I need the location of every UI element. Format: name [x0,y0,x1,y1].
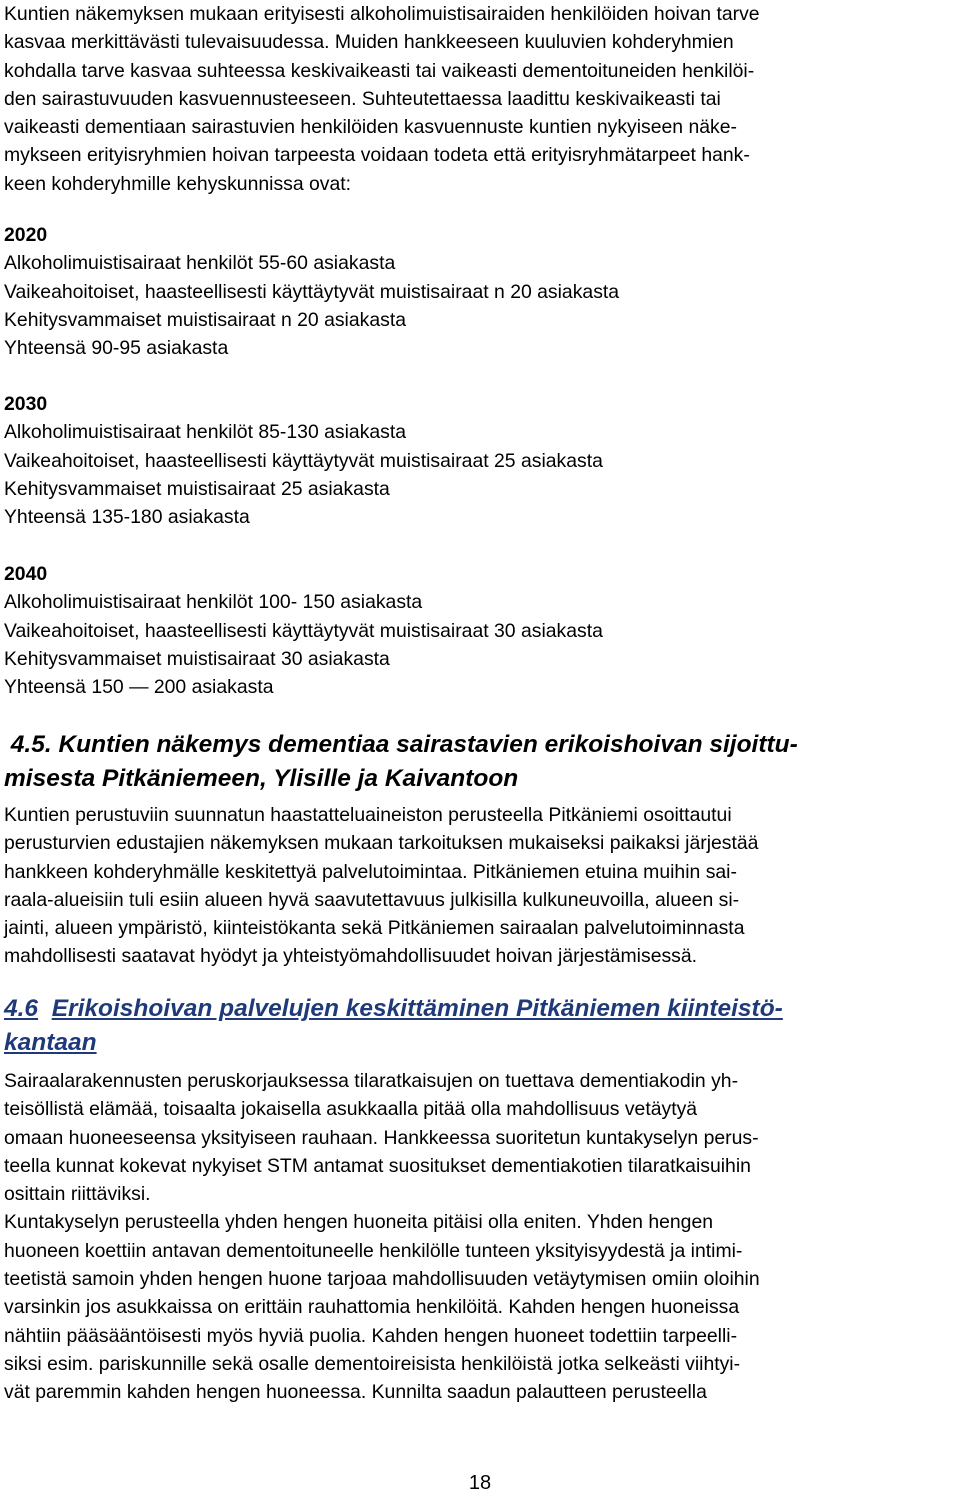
text-line: Sairaalarakennusten peruskorjauksessa tilaratkaisujen on tuettava dementiakodin yh- [4,1070,739,1092]
text-line: perusturvien edustajien näkemyksen mukaan tarkoituksen mukaiseksi paikaksi järjestää [4,832,759,855]
text-line: omaan huoneeseensa yksityiseen rauhaan. Hankkeessa suoritetun kuntakyselyn perus- [4,1126,759,1149]
text-line: mahdollisesti saatavat hyödyt ja yhteistyömahdollisuudet hoivan järjestämisessä. [4,945,698,968]
section-title: Erikoishoivan palvelujen keskittäminen Pitkäniemen kiinteistö- [51,995,783,1022]
projection-line: Kehitysvammaiset muistisairaat n 20 asiakasta [4,308,406,331]
section-4-5-heading [4,728,798,796]
projection-line: Yhteensä 90-95 asiakasta [4,337,229,360]
text-line: kohdalla tarve kasvaa suhteessa keskivaikeasti tai vaikeasti dementoituneiden henkilöi- [4,59,755,82]
section-4-5-body [4,801,758,971]
projection-line: Yhteensä 135-180 asiakasta [4,506,250,529]
projection-line: Vaikeahoitoiset, haasteellisesti käyttäytyvät muistisairaat n 20 asiakasta [4,280,620,303]
text-line: Kuntakyselyn perusteella yhden hengen huoneita pitäisi olla eniten. Yhden hengen [4,1211,714,1234]
section-heading-line [4,1026,783,1060]
section-heading-line: 4.5. Kuntien näkemys dementiaa sairastavien erikoishoivan sijoittu- [4,731,798,758]
page-number: 18 [468,1472,492,1494]
projection-line: Kehitysvammaiset muistisairaat 25 asiakasta [4,477,390,500]
text-line: vaikeasti dementiaan sairastuvien henkilöiden kasvuennuste kuntien nykyiseen näke- [4,116,737,139]
text-line: keen kohderyhmille kehyskunnissa ovat: [4,172,352,195]
section-heading-line: misesta Pitkäniemeen, Ylisille ja Kaivantoon [4,765,519,792]
text-line: teetistä samoin yhden hengen huone tarjoaa mahdollisuuden vetäytymisen omiin oloihin [4,1268,760,1291]
projection-2040 [4,560,603,701]
section-heading-line [4,992,783,1026]
text-line: hankkeen kohderyhmälle keskitettyä palvelutoimintaa. Pitkäniemen etuina muihin sai- [4,860,737,883]
projection-line: Vaikeahoitoiset, haasteellisesti käyttäytyvät muistisairaat 30 asiakasta [4,619,603,642]
text-line: nähtiin pääsääntöisesti myös hyviä puolia. Kahden hengen huoneet todettiin tarpeelli- [4,1324,738,1347]
text-line: varsinkin jos asukkaissa on erittäin rauhattomia henkilöitä. Kahden hengen huoneissa [4,1296,740,1319]
text-line: osittain riittäviksi. [4,1183,151,1206]
text-line: den sairastuvuuden kasvuennusteeseen. Suhteutettaessa laadittu keskivaikeasti tai [4,87,721,110]
projection-line: Alkoholimuistisairaat henkilöt 55-60 asiakasta [4,252,396,275]
projection-line: Yhteensä 150 — 200 asiakasta [4,676,274,699]
text-line: teisöllistä elämää, toisaalta jokaisella asukkaalla pitää olla mahdollisuus vetäytyä [4,1098,698,1121]
projection-year: 2040 [4,563,48,585]
projection-2020 [4,221,619,362]
projection-line: Kehitysvammaiset muistisairaat 30 asiakasta [4,647,390,670]
text-line: vät paremmin kahden hengen huoneessa. Kunnilta saadun palautteen perusteella [4,1381,707,1404]
projection-year: 2020 [4,224,48,246]
projection-line: Vaikeahoitoiset, haasteellisesti käyttäytyvät muistisairaat 25 asiakasta [4,449,603,472]
section-4-6-heading [4,992,783,1060]
text-line: huoneen koettiin antavan dementoituneelle henkilölle tunteen yksityisyydestä ja intimi- [4,1239,743,1262]
text-line: siksi esim. pariskunnille sekä osalle dementoireisista henkilöistä jotka selkeästi viihtyi- [4,1352,741,1375]
text-line: mykseen erityisryhmien hoivan tarpeesta voidaan todeta että erityisryhmätarpeet hank- [4,144,750,167]
text-line: Kuntien perustuviin suunnatun haastatteluaineiston perusteella Pitkäniemi osoittautui [4,804,732,826]
intro-paragraph [4,0,760,198]
text-line: teella kunnat kokevat nykyiset STM antamat suositukset dementiakotien tilaratkaisuihin [4,1154,751,1177]
projection-line: Alkoholimuistisairaat henkilöt 85-130 asiakasta [4,421,407,444]
text-line: kasvaa merkittävästi tulevaisuudessa. Muiden hankkeeseen kuuluvien kohderyhmien [4,31,734,54]
projection-year: 2030 [4,393,48,415]
projection-2030 [4,390,603,531]
text-line: Kuntien näkemyksen mukaan erityisesti alkoholimuistisairaiden henkilöiden hoivan tarve [4,3,760,25]
text-line: jainti, alueen ympäristö, kiinteistökanta sekä Pitkäniemen sairaalan palvelutoiminnasta [4,917,745,940]
section-4-6-body [4,1067,760,1407]
section-title-continued: kantaan [4,1029,97,1056]
section-number: 4.6 [4,995,39,1022]
projection-line: Alkoholimuistisairaat henkilöt 100- 150 asiakasta [4,591,423,614]
text-line: raala-alueisiin tuli esiin alueen hyvä saavutettavuus julkisilla kulkuneuvoilla, alueen si- [4,888,740,911]
